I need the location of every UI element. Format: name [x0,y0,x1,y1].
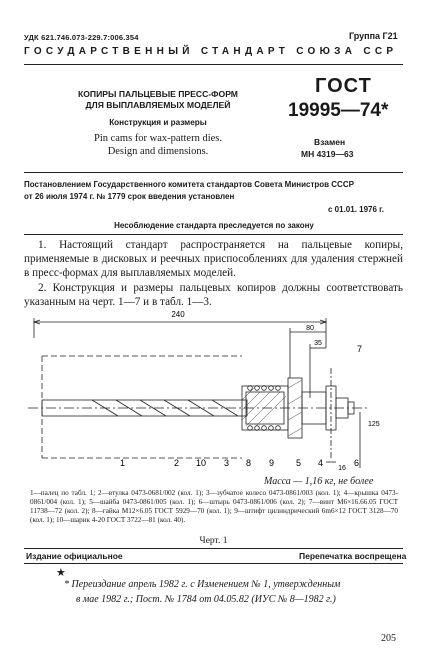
callout-5: 5 [296,458,302,468]
star-mark: ★ [56,567,66,579]
standard-title: ГОСУДАРСТВЕННЫЙ СТАНДАРТ СОЮЗА ССР [24,46,398,57]
decree-divider [24,234,403,235]
callout-7: 7 [357,344,363,354]
footer-divider-top [24,548,403,549]
group-code: Группа Г21 [349,31,398,41]
mass-note: Масса — 1,16 кг, не более [264,476,374,487]
en-title-line2: Design and dimensions. [107,146,209,157]
header-divider [24,64,403,65]
ru-title-line1: КОПИРЫ ПАЛЬЦЕВЫЕ ПРЕСС-ФОРМ [78,89,238,99]
decree-line2: от 26 июля 1974 г. № 1779 срок введения установлен [24,192,235,201]
parts-legend: 1—палец по табл. 1; 2—втулка 0473-0681/002 (кол. 1); 3—зубчатое колесо 0473-0861/003 (кол. 1); 4—крышка 0473-0861/004 (кол. 1); 5—шайба 0473-0861/005 (кол. 1); 6—штырь 0473-0861/006 (кол. 2); 7—винт M6×16.66.05 ГОСТ 11738—72 (кол. 2); 8—гайка M12×6.05 ГОСТ 5929—70 (кол. 1); 9—штифт цилиндрический 6m6×12 ГОСТ 3128—70 (кол. 1); 10—шарик 4-20 ГОСТ 3722—81 (кол. 40). [30,489,398,524]
udk-code: УДК 621.746.073-229.7:006.354 [24,33,139,42]
dim-125: 125 [368,421,380,428]
callout-2: 2 [174,458,180,468]
dim-16: 16 [338,465,346,472]
en-title-line1: Pin cams for wax-pattern dies. [93,133,222,144]
ru-title-line2: ДЛЯ ВЫПЛАВЛЯЕМЫХ МОДЕЛЕЙ [85,100,231,110]
replaces-value: МН 4319—63 [301,149,354,159]
legal-warning: Несоблюдение стандарта преследуется по закону [114,221,314,230]
dim-80: 80 [306,325,314,332]
title-divider [24,172,403,173]
dim-length: 240 [171,310,185,319]
callout-10: 10 [196,458,207,468]
replaces-label: Взамен [314,137,346,147]
decree-line1: Постановлением Государственного комитета стандартов Совета Министров СССР [24,180,354,189]
reissue-note-line1: * Переиздание апрель 1982 г. с Изменением № 1, утвержденным [64,579,341,590]
callout-6: 6 [354,458,360,468]
callout-4: 4 [318,458,324,468]
callout-3: 3 [224,458,230,468]
reprint-ban: Перепечатка воспрещена [299,551,407,561]
gost-label: ГОСТ [315,75,372,97]
dim-35: 35 [314,340,322,347]
page-number: 205 [381,633,396,644]
callout-1: 1 [120,458,126,468]
paragraph-2: 2. Конструкция и размеры пальцевых копиров должны соответствовать указанным на черт. 1—7 и в табл. 1—3. [24,282,403,308]
technical-drawing [20,308,410,493]
callout-8: 8 [246,458,252,468]
official-edition: Издание официальное [26,551,123,561]
gost-number: 19995—74* [288,100,389,121]
footer-divider-bottom [24,563,403,564]
ru-subtitle: Конструкция и размеры [109,118,207,127]
callout-9: 9 [269,458,275,468]
figure-caption: Черт. 1 [199,536,228,546]
decree-date: с 01.01. 1976 г. [328,205,384,214]
reissue-note-line2: в мае 1982 г.; Пост. № 1784 от 04.05.82 (ИУС № 8—1982 г.) [76,594,336,605]
paragraph-1: 1. Настоящий стандарт распространяется на пальцевые копиры, применяемые в дисковых и реечных приспособлениях для удаления стержней в пресс-формах для выплавляемых моделей. [24,239,403,279]
